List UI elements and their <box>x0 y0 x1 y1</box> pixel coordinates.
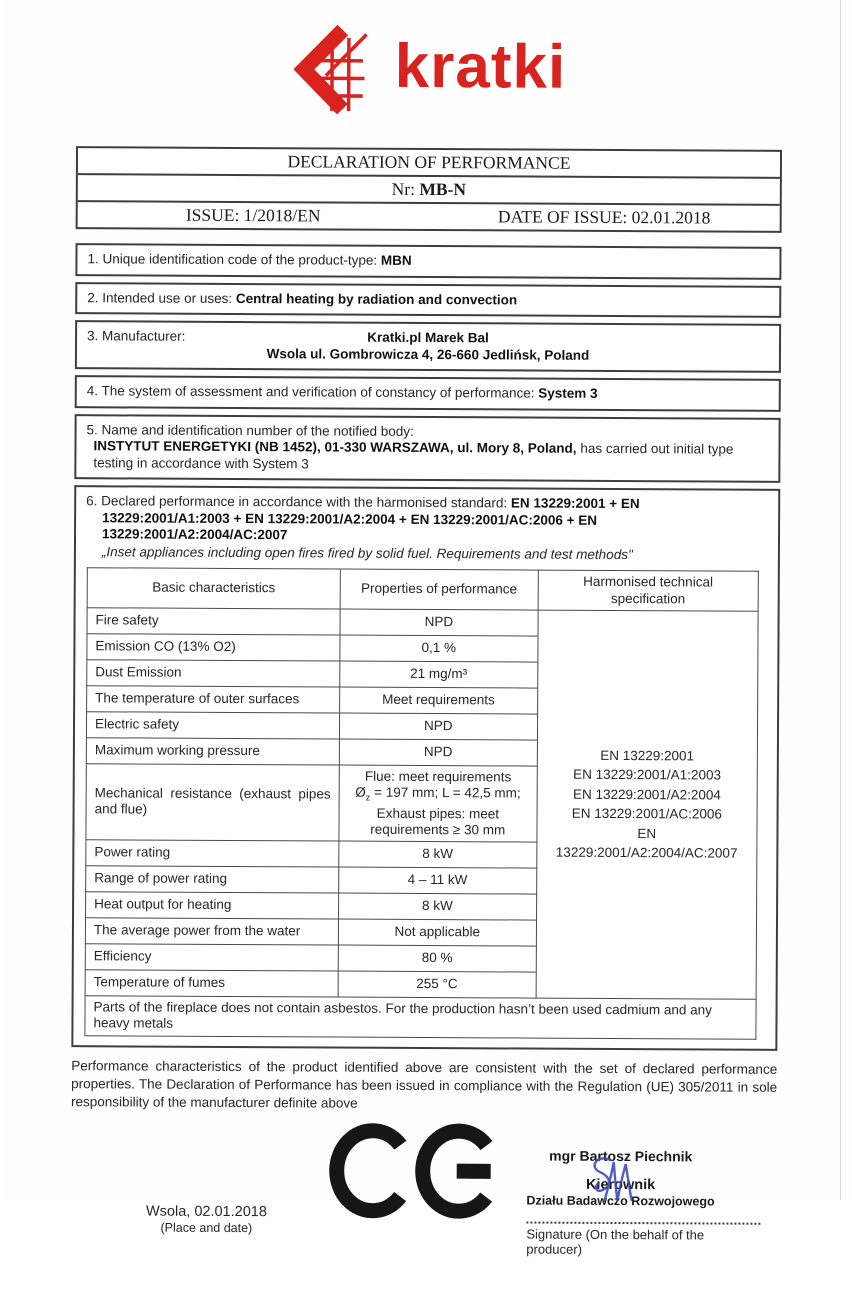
section-box-identification <box>75 243 781 279</box>
performance-value-cell <box>339 765 537 842</box>
signature-dotted-line <box>526 1219 760 1224</box>
performance-value-cell: 8 kW <box>339 893 537 920</box>
signature-caption: Signature (On the behalf of the producer) <box>526 1226 705 1257</box>
characteristic-cell: Power rating <box>86 839 339 866</box>
characteristic-cell: Emission CO (13% O2) <box>87 634 340 661</box>
section-5-label: 5. Name and identification number of the notified body: <box>86 421 414 439</box>
section-1-value: MBN <box>380 252 412 268</box>
section-box-notified-body <box>74 414 780 483</box>
performance-value-cell: 80 % <box>338 945 536 972</box>
section-4-label: 4. The system of assessment and verification of constancy of performance: <box>86 383 535 401</box>
notified-body-rest: has carried out initial type testing in accordance with System 3 <box>93 440 734 471</box>
performance-value-cell: 21 mg/m³ <box>340 661 538 688</box>
harmonised-spec-line: EN 13229:2001/A2:2004 <box>572 786 721 803</box>
place-date-caption: (Place and date) <box>160 1220 253 1235</box>
ce-mark-icon <box>332 1120 501 1221</box>
performance-value-cell: 8 kW <box>339 841 537 868</box>
manufacturer-name: Kratki.pl Marek Bal <box>367 329 489 346</box>
nr-label: Nr: <box>391 178 416 199</box>
characteristic-cell: Range of power rating <box>86 865 339 892</box>
characteristic-cell: The average power from the water <box>85 917 338 944</box>
signatory-name: mgr Bartosz Piechnik <box>549 1147 693 1165</box>
asbestos-note-row <box>85 995 756 1039</box>
characteristic-cell: Dust Emission <box>87 660 340 687</box>
column-header-harmonised-spec: Harmonised technical specification <box>538 570 759 611</box>
nr-value: MB-N <box>419 178 467 200</box>
manufacturer-address: Wsola ul. Gombrowicza 4, 26-660 Jedlińsk, Poland <box>266 345 590 363</box>
declaration-title-row <box>78 148 780 179</box>
signature-block <box>480 1147 761 1257</box>
harmonised-spec-line: EN 13229:2001/A2:2004/AC:2007 <box>555 826 738 862</box>
closing-paragraph: Performance characteristics of the product identified above are consistent with the set of declared performance properties. The Declaration of Performance has been issued in compliance with the Regulation (UE) 305/2011 in sole responsibility of the manufacturer definite above <box>71 1057 778 1111</box>
section-box-avcp-system <box>75 375 781 411</box>
mech-value-line: $Ø_z = 197$ mm; L = 42,5 mm; <box>355 784 521 803</box>
kratki-logo <box>290 25 566 114</box>
performance-value-cell: 255 °C <box>338 971 536 998</box>
section-box-manufacturer <box>75 320 781 373</box>
characteristic-cell: Electric safety <box>86 712 339 739</box>
characteristic-cell: Mechanical resistance (exhaust pipes and flue) <box>86 764 339 841</box>
notified-body-name: INSTYTUT ENERGETYKI (NB 1452), 01-330 WARSZAWA, ul. Mory 8, Poland, <box>93 438 577 456</box>
scanned-document-page <box>2 0 850 1257</box>
harmonised-spec-line: EN 13229:2001 <box>600 747 695 764</box>
standard-title-quote: „Inset appliances including open fires fired by solid fuel. Requirements and test methods" <box>101 543 633 562</box>
mech-value-line: Flue: meet requirements <box>364 768 512 785</box>
section-6-label: 6. Declared performance in accordance with the harmonised standard: <box>86 493 508 511</box>
performance-table <box>84 567 758 1039</box>
section-3-label: 3. Manufacturer: <box>87 328 186 344</box>
performance-value-cell: NPD <box>339 713 537 740</box>
place-date: Wsola, 02.01.2018 <box>145 1203 267 1220</box>
performance-value-cell: 0,1 % <box>340 635 538 662</box>
characteristic-cell: Maximum working pressure <box>86 738 339 765</box>
performance-value-cell: NPD <box>340 609 538 636</box>
characteristic-cell: Heat output for heating <box>86 891 339 918</box>
declaration-title: DECLARATION OF PERFORMANCE <box>287 151 571 173</box>
harmonised-specs-cell <box>536 610 758 999</box>
harmonised-spec-line: EN 13229:2001/AC:2006 <box>571 806 722 822</box>
section-box-declared-performance <box>71 485 780 1050</box>
section-2-label: 2. Intended use or uses: <box>87 289 233 306</box>
characteristic-cell: Efficiency <box>85 943 338 970</box>
mech-value-line: requirements ≥ 30 mm <box>370 821 506 838</box>
characteristic-cell: The temperature of outer surfaces <box>87 686 340 713</box>
harmonised-spec-line: EN 13229:2001/A1:2003 <box>573 766 722 783</box>
column-header-basic-characteristics: Basic characteristics <box>87 568 340 609</box>
declaration-number-row <box>78 175 780 206</box>
declaration-header-table <box>76 146 782 233</box>
date-of-issue-cell: DATE OF ISSUE: 02.01.2018 <box>497 206 711 228</box>
signature-area <box>70 1115 777 1309</box>
issue-row <box>78 202 780 231</box>
performance-table-header-row <box>87 568 758 612</box>
characteristic-cell: Fire safety <box>87 608 340 635</box>
scan-edge-line <box>840 0 841 1200</box>
table-row <box>87 608 758 638</box>
asbestos-note: Parts of the fireplace does not contain asbestos. For the production hasn’t been used cadmium and any heavy metals <box>85 995 756 1039</box>
issue-cell: ISSUE: 1/2018/EN <box>185 204 321 226</box>
section-2-value: Central heating by radiation and convection <box>235 290 518 307</box>
signatory-title: Kierownik <box>585 1176 656 1193</box>
place-and-date-block <box>106 1203 306 1235</box>
performance-value-cell: NPD <box>339 739 537 766</box>
harmonised-standard-list: EN 13229:2001 + EN 13229:2001/A1:2003 + EN 13229:2001/A2:2004 + EN 13229:2001/AC:2006 + EN 13229:2001/A2:2004/AC:2007 <box>101 495 640 543</box>
performance-value-cell: Meet requirements <box>340 687 538 714</box>
characteristic-cell: Temperature of fumes <box>85 969 338 996</box>
performance-value-cell: Not applicable <box>338 919 536 946</box>
mech-value-line: Exhaust pipes: meet <box>376 805 500 822</box>
performance-value-cell: 4 – 11 kW <box>339 867 537 894</box>
signatory-department: Działu Badawczo Rozwojowego <box>526 1193 715 1209</box>
kratki-grate-icon <box>290 25 382 113</box>
logo-wordmark: kratki <box>394 31 567 102</box>
section-1-label: 1. Unique identification code of the product-type: <box>87 251 378 268</box>
section-box-intended-use <box>75 282 781 318</box>
section-4-value: System 3 <box>538 385 598 401</box>
column-header-properties: Properties of performance <box>340 569 538 610</box>
signature-ink-icon <box>580 1153 644 1213</box>
